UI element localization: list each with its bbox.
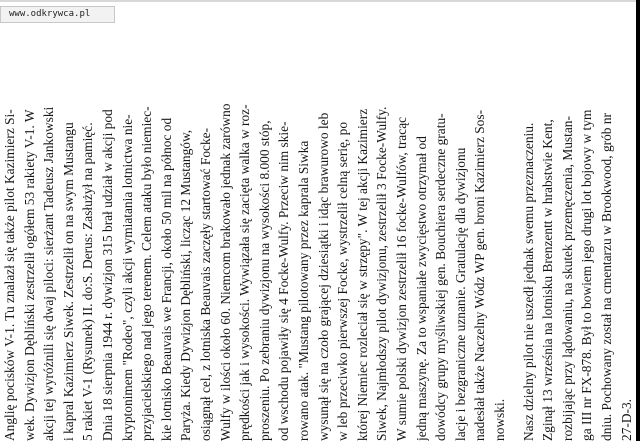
text-line: proszeniu. Po zebraniu dywizjonu na wysokości 8.000 stóp, xyxy=(256,120,272,441)
text-line: przyjacielskiego nad jego terenem. Celem ataku było niemiec- xyxy=(139,106,155,441)
text-line: Zginął 13 września na lotnisku Brenzentt w hrabstwie Kent, xyxy=(540,119,556,441)
text-line: Wulfy w ilości około 60. Niemcom brakowało jednak zarówno xyxy=(217,103,233,441)
text-line: i kapral Kazimierz Siwek. Zestrzelił on na swym Mustangu xyxy=(60,122,76,441)
text-line: kie lotnisko Beauvais we Francji, około 50 mil na północ od xyxy=(158,117,174,441)
text-line: od wschodu pojawiły się 4 Focke-Wulfy. Przeciw nim skie- xyxy=(276,121,292,441)
text-line: Dnia 18 sierpnia 1944 r. dywizjon 315 brał udział w akcji pod xyxy=(100,109,115,441)
text-line: W sumie polski dywizjon zestrzelił 16 focke-Wulfów, tracąc xyxy=(394,116,409,441)
source-url-label: www.odkrywca.pl xyxy=(0,6,115,23)
text-line: ga III nr FX-878. Był to bowiem jego drugi lot bojowy w tym xyxy=(579,109,595,441)
text-line: lacje i bezgraniczne uznanie. Gratulację dla dywizjonu xyxy=(452,147,468,441)
text-line: 5 rakiet V-1 (Rysunek) II. do:S. Derus: Zasłużył na pamięć. xyxy=(80,122,96,441)
text-line: rozbijając przy lądowaniu, na skutek przemęczenia, Mustan- xyxy=(559,116,575,441)
text-line: której Niemiec rozleciał się w strzępy". W tej akcji Kazimierz xyxy=(354,108,370,441)
text-line: kryptonimem "Rodeo", czyli akcji wymiatania lotnictwa nie- xyxy=(119,114,135,441)
text-line: dowódcy grupy myśliwskiej gen. Bouchiera serdeczne gratu- xyxy=(433,113,449,441)
text-line: akcji tej wyróżnili się dwaj piloci: sierżant Tadeusz Jankowski xyxy=(41,106,57,441)
text-line: wysunął się na czoło grającej dziesiątki i idąc brawurowo leb xyxy=(315,112,331,441)
text-line: nadesłał także Naczelny Wódz WP gen. broni Kazimierz Sos- xyxy=(472,109,488,441)
text-line: jedną maszynę. Za to wspaniałe zwycięstwo otrzymał od xyxy=(413,136,429,441)
text-line: w leb przeciwko pierwszej Focke, wystrzelił celną serię, po xyxy=(335,121,351,441)
text-line: 27-D-3. xyxy=(618,398,634,441)
text-line: prędkości jak i wysokości. Wywiązała się zacięta walka w roz- xyxy=(237,104,253,441)
text-line: osiągnął cel, z lotniska Beauvais zaczęły startować Focke- xyxy=(198,127,213,441)
text-line: Siwek, Najmłodszy pilot dywizjonu, zestrzelił 3 Focke-Wulfy. xyxy=(374,106,390,441)
text-line: dniu. Pochowany został na cmentarzu w Brookwood, grób nr xyxy=(599,113,614,441)
text-line: Paryża. Kiedy Dywizjon Dębliński, licząc 12 Mustangów, xyxy=(178,129,194,441)
text-line: nowski. xyxy=(492,398,507,441)
text-line: Nasz dzielny pilot nie uszedł jednak swemu przeznaczeniu. xyxy=(520,122,536,441)
text-line: Anglię pocisków V-1. Tu znalazł się także pilot Kazimierz Si- xyxy=(2,109,17,441)
text-line: wek. Dywizjon Dębliński zestrzelił ogółem 53 rakiety V-1. W xyxy=(21,109,37,441)
text-line: rowano atak. "Mustang pilotowany przez kaprala Siwka xyxy=(296,140,311,441)
